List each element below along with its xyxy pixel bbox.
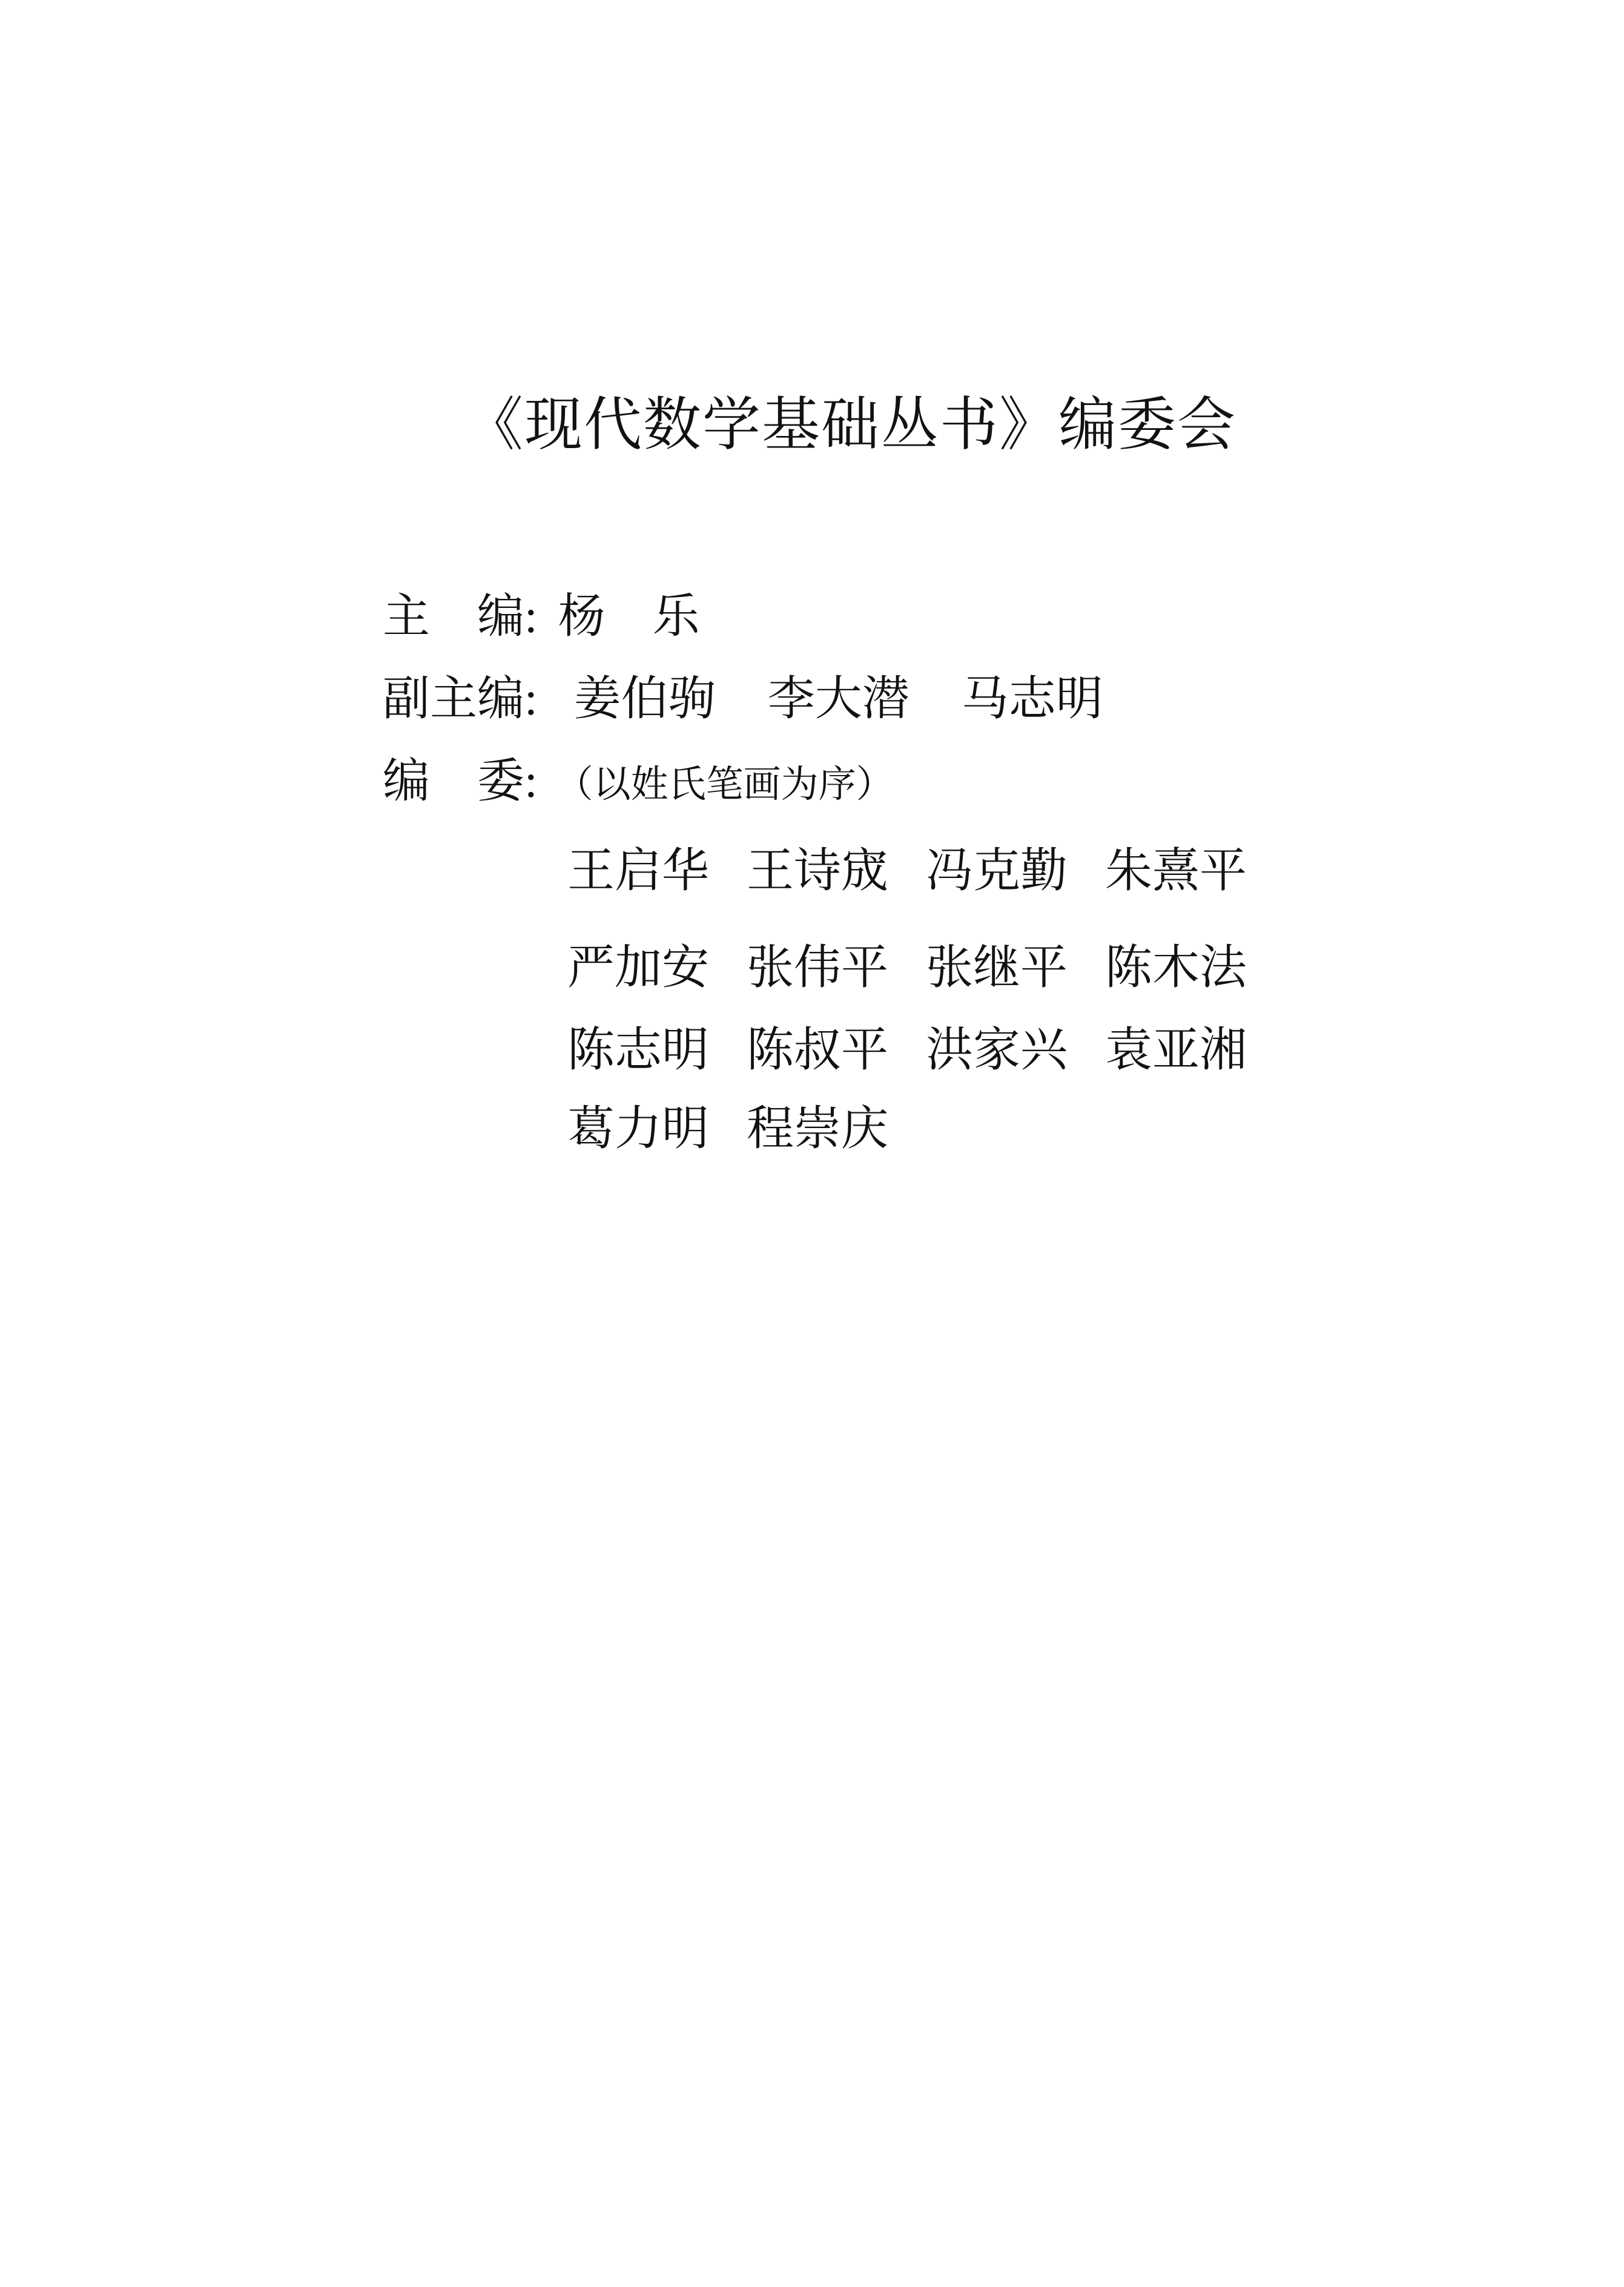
deputy-editor-name: 李大潜 — [767, 672, 909, 725]
member-name: 袁亚湘 — [1105, 1023, 1247, 1076]
member-name: 张伟平 — [747, 941, 889, 994]
member-name: 张继平 — [926, 941, 1068, 994]
member-row — [567, 1103, 888, 1154]
deputy-editor-name: 马志明 — [961, 672, 1103, 725]
member-name: 王启华 — [567, 844, 710, 897]
deputy-editors-row — [383, 673, 1103, 724]
member-name: 严加安 — [567, 941, 710, 994]
member-name: 陈志明 — [567, 1023, 710, 1076]
member-name: 冯克勤 — [926, 844, 1068, 897]
deputy-editors-names — [574, 673, 1103, 724]
member-row — [567, 1025, 1247, 1075]
deputy-editor-name: 姜伯驹 — [573, 672, 716, 725]
member-name: 朱熹平 — [1105, 844, 1247, 897]
chief-editor-name: 杨 乐 — [558, 590, 700, 642]
member-name: 陈叔平 — [747, 1023, 889, 1076]
member-name: 洪家兴 — [926, 1023, 1068, 1076]
chief-editor-label: 主 编: — [383, 590, 538, 642]
board-sort-note: （以姓氏笔画为序） — [555, 764, 894, 805]
chief-editor-row — [383, 591, 700, 642]
member-row — [567, 942, 1247, 993]
board-label-row — [383, 756, 894, 810]
member-name: 王诗宬 — [747, 844, 889, 897]
board-label: 编 委: — [383, 754, 538, 807]
member-name: 陈木法 — [1105, 941, 1247, 994]
member-row — [567, 845, 1247, 896]
member-name: 葛力明 — [567, 1102, 710, 1155]
member-name: 程崇庆 — [747, 1102, 889, 1155]
deputy-editors-label: 副主编: — [383, 672, 538, 725]
page-title: 《现代数学基础丛书》编委会 — [465, 392, 1236, 457]
